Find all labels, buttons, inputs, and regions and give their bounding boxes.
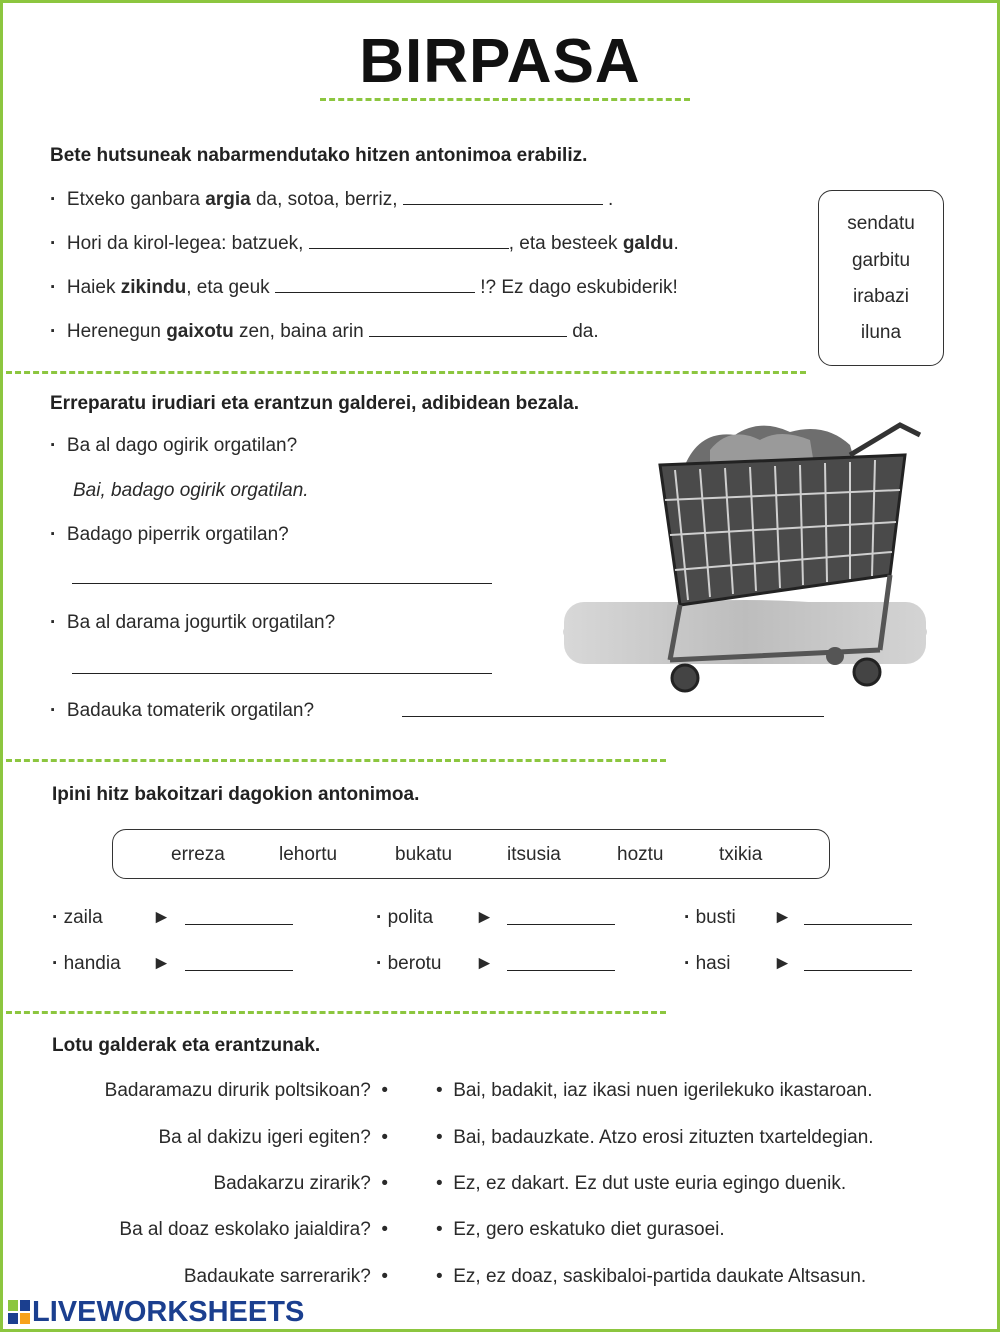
- page-title: BIRPASA: [359, 27, 641, 96]
- antonym-item: · zaila: [52, 907, 103, 928]
- example-answer: Bai, badago ogirik orgatilan.: [73, 480, 309, 501]
- question-2: · Badago piperrik orgatilan?: [50, 524, 289, 545]
- blank-4[interactable]: [369, 335, 567, 337]
- sentence-3: · Haiek zikindu, eta geuk !? Ez dago eskubiderik!: [50, 277, 678, 298]
- antonym-blank[interactable]: [507, 924, 615, 925]
- section3-instruction: Ipini hitz bakoitzari dagokion antonimoa.: [52, 784, 420, 805]
- antonym-blank[interactable]: [804, 970, 912, 971]
- blank-3[interactable]: [275, 291, 475, 293]
- match-question[interactable]: Ba al dakizu igeri egiten? •: [158, 1127, 388, 1148]
- section-divider: [6, 371, 806, 374]
- section1-instruction: Bete hutsuneak nabarmendutako hitzen antonimoa erabiliz.: [50, 145, 588, 166]
- word-bank-item: txikia: [719, 844, 763, 865]
- match-question[interactable]: Badaukate sarrerarik? •: [183, 1266, 388, 1287]
- blank-1[interactable]: [403, 203, 603, 205]
- antonym-blank[interactable]: [185, 970, 293, 971]
- section4-instruction: Lotu galderak eta erantzunak.: [52, 1035, 321, 1056]
- shopping-cart-icon: [560, 410, 930, 705]
- match-answer[interactable]: • Bai, badakit, iaz ikasi nuen igerilekuko ikastaroan.: [436, 1080, 873, 1101]
- blank-2[interactable]: [309, 247, 509, 249]
- word-bank-item: irabazi: [853, 286, 909, 307]
- antonym-item: · busti: [684, 907, 736, 928]
- word-bank-item: sendatu: [847, 213, 915, 234]
- antonym-item: · hasi: [684, 953, 731, 974]
- question-3: · Ba al darama jogurtik orgatilan?: [50, 612, 336, 633]
- arrow-icon: ►: [773, 907, 792, 928]
- logo-icon: [8, 1300, 30, 1324]
- match-answer[interactable]: • Ez, gero eskatuko diet gurasoei.: [436, 1219, 725, 1240]
- antonym-blank[interactable]: [804, 924, 912, 925]
- liveworksheets-logo: LIVEWORKSHEETS: [8, 1296, 304, 1329]
- word-bank-box: [818, 190, 944, 366]
- word-bank-item: erreza: [171, 844, 225, 865]
- match-question[interactable]: Ba al doaz eskolako jaialdira? •: [119, 1219, 388, 1240]
- antonym-item: · handia: [52, 953, 121, 974]
- match-answer[interactable]: • Ez, ez doaz, saskibaloi-partida daukate Altsasun.: [436, 1266, 867, 1287]
- antonym-item: · berotu: [376, 953, 442, 974]
- word-bank-item: lehortu: [279, 844, 338, 865]
- sentence-1: · Etxeko ganbara argia da, sotoa, berriz, .: [50, 189, 614, 210]
- arrow-icon: ►: [152, 953, 171, 974]
- section-divider: [6, 1011, 666, 1014]
- question-4: · Badauka tomaterik orgatilan?: [50, 700, 315, 721]
- title-divider: [320, 98, 690, 101]
- arrow-icon: ►: [475, 907, 494, 928]
- section-divider: [6, 759, 666, 762]
- word-bank-item: hoztu: [617, 844, 664, 865]
- word-bank-item: garbitu: [851, 250, 911, 271]
- match-answer[interactable]: • Bai, badauzkate. Atzo erosi zituzten txarteldegian.: [436, 1127, 874, 1148]
- answer-line-2[interactable]: [72, 583, 492, 584]
- answer-line-3[interactable]: [72, 673, 492, 674]
- word-bank-item: bukatu: [395, 844, 453, 865]
- arrow-icon: ►: [152, 907, 171, 928]
- answer-line-4[interactable]: [402, 716, 824, 717]
- antonym-blank[interactable]: [185, 924, 293, 925]
- sentence-2: · Hori da kirol-legea: batzuek, , eta besteek galdu.: [50, 233, 679, 254]
- word-bank-item: iluna: [860, 322, 902, 343]
- word-bank-item: itsusia: [507, 844, 561, 865]
- arrow-icon: ►: [475, 953, 494, 974]
- match-question[interactable]: Badaramazu dirurik poltsikoan? •: [104, 1080, 388, 1101]
- antonym-item: · polita: [376, 907, 434, 928]
- antonym-word-bank: [112, 829, 830, 879]
- antonym-blank[interactable]: [507, 970, 615, 971]
- question-1: · Ba al dago ogirik orgatilan?: [50, 435, 298, 456]
- section2-instruction: Erreparatu irudiari eta erantzun galderei, adibidean bezala.: [50, 393, 579, 414]
- sentence-4: · Herenegun gaixotu zen, baina arin da.: [50, 321, 599, 342]
- match-question[interactable]: Badakarzu zirarik? •: [213, 1173, 388, 1194]
- match-answer[interactable]: • Ez, ez dakart. Ez dut uste euria egingo duenik.: [436, 1173, 847, 1194]
- arrow-icon: ►: [773, 953, 792, 974]
